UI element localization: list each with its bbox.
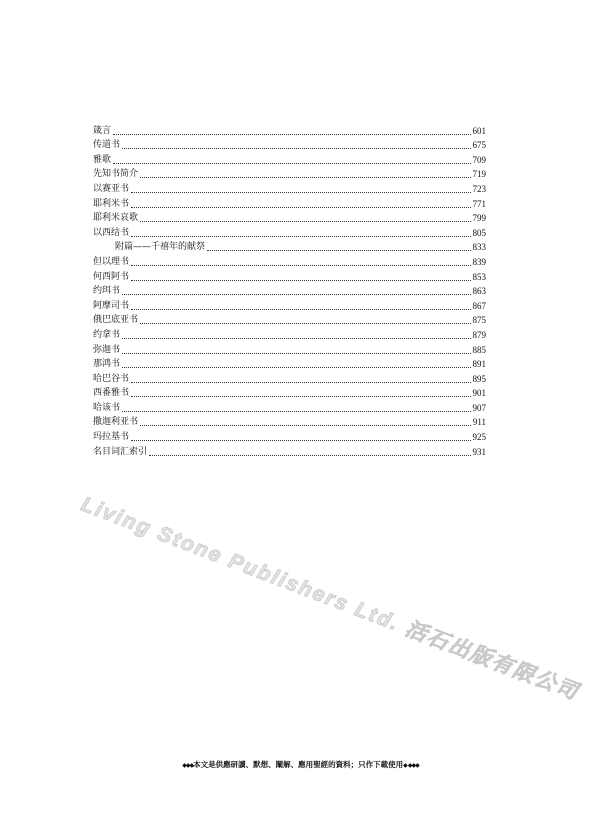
toc-entry-title: 雅歌	[93, 154, 112, 165]
table-of-contents	[93, 123, 486, 459]
toc-entry-page: 867	[472, 300, 486, 311]
toc-entry-title: 约拿书	[93, 329, 121, 340]
toc-leader-dots	[122, 337, 470, 339]
toc-entry-page: 885	[472, 344, 486, 355]
toc-entry-title: 哈该书	[93, 402, 121, 413]
toc-entry[interactable]	[93, 313, 486, 328]
toc-leader-dots	[122, 147, 470, 149]
toc-entry[interactable]	[93, 152, 486, 167]
toc-entry-title: 以赛亚书	[93, 183, 130, 194]
toc-entry-page: 925	[472, 432, 486, 443]
toc-leader-dots	[122, 410, 470, 412]
toc-entry[interactable]	[93, 269, 486, 284]
toc-leader-dots	[131, 308, 470, 310]
toc-entry-title: 耶利米书	[93, 198, 130, 209]
toc-entry-title: 约珥书	[93, 286, 121, 297]
toc-entry[interactable]	[93, 196, 486, 211]
toc-entry-page: 601	[472, 125, 486, 136]
toc-entry-title: 何西阿书	[93, 271, 130, 282]
toc-entry-page: 863	[472, 286, 486, 297]
toc-entry[interactable]	[93, 225, 486, 240]
toc-entry-page: 911	[472, 417, 486, 428]
toc-entry[interactable]	[93, 400, 486, 415]
toc-entry-page: 891	[472, 359, 486, 370]
footer-ornament-right: ◆ ◆◆◆	[403, 762, 419, 769]
toc-entry-page: 709	[472, 154, 486, 165]
toc-entry[interactable]	[93, 138, 486, 153]
toc-leader-dots	[131, 381, 470, 383]
toc-entry-title: 箴言	[93, 125, 112, 136]
toc-entry-page: 907	[472, 402, 486, 413]
toc-entry-page: 879	[472, 329, 486, 340]
toc-leader-dots	[113, 162, 470, 164]
toc-entry[interactable]	[93, 167, 486, 182]
toc-entry[interactable]	[93, 429, 486, 444]
toc-entry-title: 先知书简介	[93, 169, 139, 180]
toc-leader-dots	[131, 395, 470, 397]
toc-leader-dots	[131, 206, 470, 208]
toc-entry-title: 耶利米哀歌	[93, 213, 139, 224]
toc-entry-page: 719	[472, 169, 486, 180]
toc-leader-dots	[149, 454, 470, 456]
toc-entry-title: 俄巴底亚书	[93, 315, 139, 326]
toc-entry-title: 哈巴谷书	[93, 373, 130, 384]
toc-entry-title: 那鸿书	[93, 359, 121, 370]
toc-entry-title: 附篇——千禧年的献祭	[115, 242, 206, 253]
toc-entry-title: 玛拉基书	[93, 432, 130, 443]
toc-leader-dots	[140, 322, 470, 324]
toc-entry-page: 675	[472, 140, 486, 151]
toc-entry-page: 875	[472, 315, 486, 326]
toc-entry-title: 弥迦书	[93, 344, 121, 355]
toc-entry[interactable]	[93, 357, 486, 372]
toc-entry-page: 723	[472, 183, 486, 194]
toc-entry-sub[interactable]	[93, 240, 486, 255]
toc-leader-dots	[131, 264, 470, 266]
page-footer	[0, 759, 601, 770]
toc-entry[interactable]	[93, 415, 486, 430]
toc-leader-dots	[122, 352, 470, 354]
toc-leader-dots	[207, 249, 470, 251]
toc-entry[interactable]	[93, 211, 486, 226]
publisher-watermark: Living Stone Publishers Ltd. 活石出版有限公司	[77, 492, 583, 705]
toc-entry-title: 传道书	[93, 140, 121, 151]
toc-entry-page: 805	[472, 227, 486, 238]
toc-entry-page: 771	[472, 198, 486, 209]
toc-entry-title: 名目词汇索引	[93, 446, 148, 457]
toc-entry-page: 901	[472, 388, 486, 399]
toc-leader-dots	[140, 220, 470, 222]
toc-entry-page: 853	[472, 271, 486, 282]
toc-leader-dots	[131, 235, 470, 237]
toc-entry-page: 839	[472, 256, 486, 267]
toc-entry[interactable]	[93, 298, 486, 313]
toc-leader-dots	[140, 176, 470, 178]
toc-entry-title: 以西结书	[93, 227, 130, 238]
toc-entry-page: 833	[472, 242, 486, 253]
toc-entry[interactable]	[93, 181, 486, 196]
footer-ornament-left: ◆◆◆	[182, 762, 194, 769]
toc-entry-title: 阿摩司书	[93, 300, 130, 311]
toc-entry-title: 西番雅书	[93, 388, 130, 399]
toc-leader-dots	[122, 366, 470, 368]
toc-entry-page: 799	[472, 213, 486, 224]
toc-leader-dots	[131, 191, 470, 193]
toc-leader-dots	[140, 424, 471, 426]
toc-leader-dots	[131, 439, 470, 441]
toc-entry[interactable]	[93, 327, 486, 342]
footer-text: 本文是供應研讀、默想、闡解、應用聖經的資料；只作下載使用	[193, 760, 404, 769]
toc-entry[interactable]	[93, 123, 486, 138]
toc-entry[interactable]	[93, 386, 486, 401]
toc-entry[interactable]	[93, 444, 486, 459]
toc-leader-dots	[113, 133, 470, 135]
toc-leader-dots	[131, 279, 470, 281]
toc-entry[interactable]	[93, 342, 486, 357]
toc-entry-page: 931	[472, 446, 486, 457]
toc-entry-page: 895	[472, 373, 486, 384]
toc-entry[interactable]	[93, 371, 486, 386]
toc-leader-dots	[122, 293, 470, 295]
toc-entry[interactable]	[93, 284, 486, 299]
toc-entry-title: 但以理书	[93, 256, 130, 267]
toc-entry[interactable]	[93, 254, 486, 269]
toc-entry-title: 撒迦利亚书	[93, 417, 139, 428]
